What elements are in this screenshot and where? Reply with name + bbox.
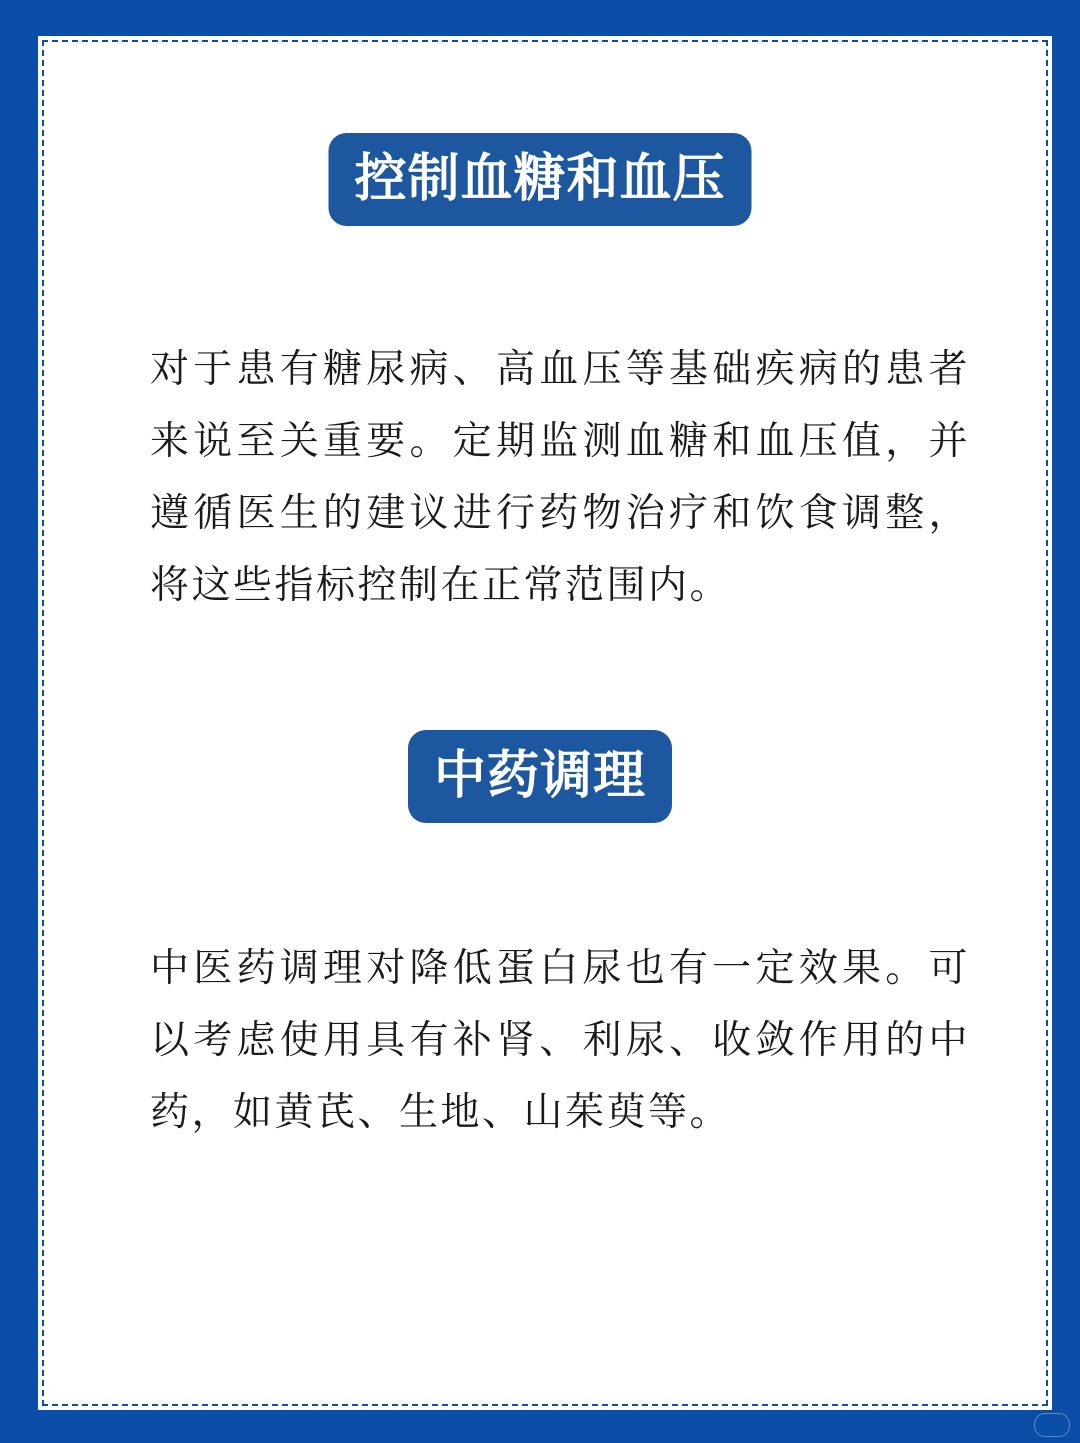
- section-heading-tcm: 中药调理: [408, 730, 672, 823]
- watermark-logo: [1034, 1413, 1070, 1437]
- section-body-blood-sugar-pressure: 对于患有糖尿病、高血压等基础疾病的患者来说至关重要。定期监测血糖和血压值，并遵循医生的建议进行药物治疗和饮食调整，将这些指标控制在正常范围内。: [150, 347, 970, 608]
- content-card: [38, 36, 1052, 1410]
- section-body-tcm: 中医药调理对降低蛋白尿也有一定效果。可以考虑使用具有补肾、利尿、收敛作用的中药，如黄芪、生地、山茱萸等。: [150, 946, 970, 1135]
- section-heading-blood-sugar-pressure: 控制血糖和血压: [328, 133, 751, 226]
